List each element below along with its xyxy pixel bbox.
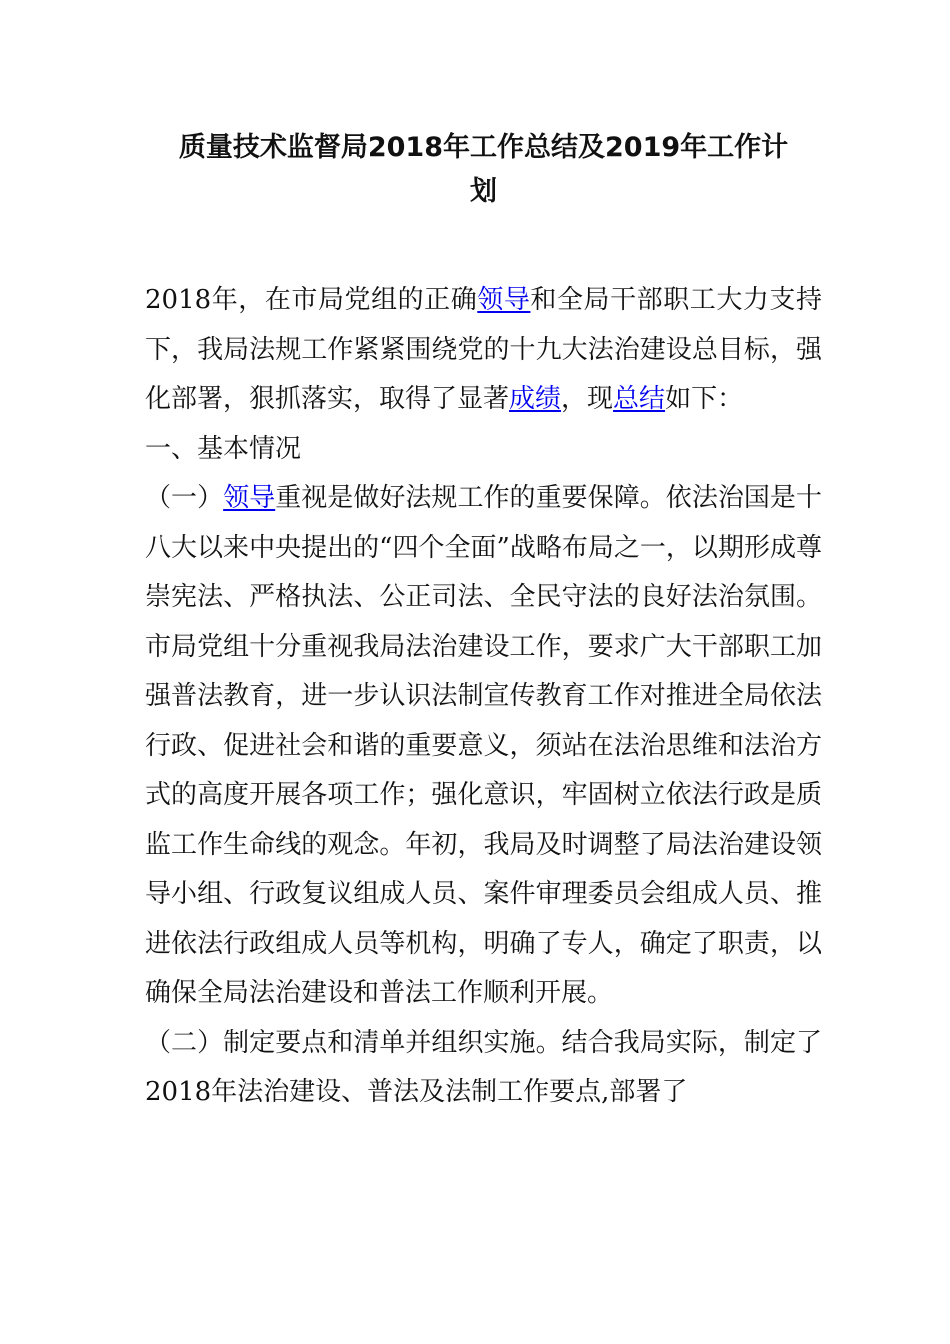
item-2-paragraph: （二）制定要点和清单并组织实施。结合我局实际，制定了2018年法治建设、普法及法制工作要点,部署了: [145, 1027, 822, 1107]
item-1-text: 重视是做好法规工作的重要保障。依法治国是十八大以来中央提出的“四个全面”战略布局之一，以期形成尊崇宪法、严格执法、公正司法、全民守法的良好法治氛围。市局党组十分重视我局法治建设工作，要求广大干部职工加强普法教育，进一步认识法制宣传教育工作对推进全局依法行政、促进社会和谐的重要意义，须站在法治思维和法治方式的高度开展各项工作；强化意识，牢固树立依法行政是质监工作生命线的观念。年初，我局及时调整了局法治建设领导小组、行政复议组成人员、案件审理委员会组成人员、推进依法行政组成人员等机构，明确了专人，确定了职责，以确保全局法治建设和普法工作顺利开展。: [145, 483, 822, 1008]
title-line-2: 划: [470, 176, 497, 207]
link-lingdao[interactable]: 领导: [477, 285, 531, 315]
document-title: [145, 126, 822, 214]
section-heading-basic: 一、基本情况: [145, 433, 302, 464]
item-1-paragraph: [145, 474, 822, 1019]
intro-text-3: ，现: [561, 384, 614, 414]
intro-text-4: 如下：: [665, 384, 744, 414]
intro-paragraph: [145, 276, 822, 425]
title-line-1: 质量技术监督局2018年工作总结及2019年工作计: [178, 132, 789, 163]
link-lingdao-2[interactable]: 领导: [223, 483, 276, 513]
intro-text-2: 和全局干部职工大力支持下，我局法规工作紧紧围绕党的十九大法治建设总目标，强化部署，狠抓落实，取得了显著: [145, 285, 822, 414]
intro-text-1: 2018年，在市局党组的正确: [145, 285, 478, 315]
item-1-prefix: （一）: [145, 483, 224, 513]
link-zongjie[interactable]: 总结: [613, 384, 666, 414]
link-chengji[interactable]: 成绩: [509, 384, 562, 414]
document-body: [145, 276, 822, 1118]
